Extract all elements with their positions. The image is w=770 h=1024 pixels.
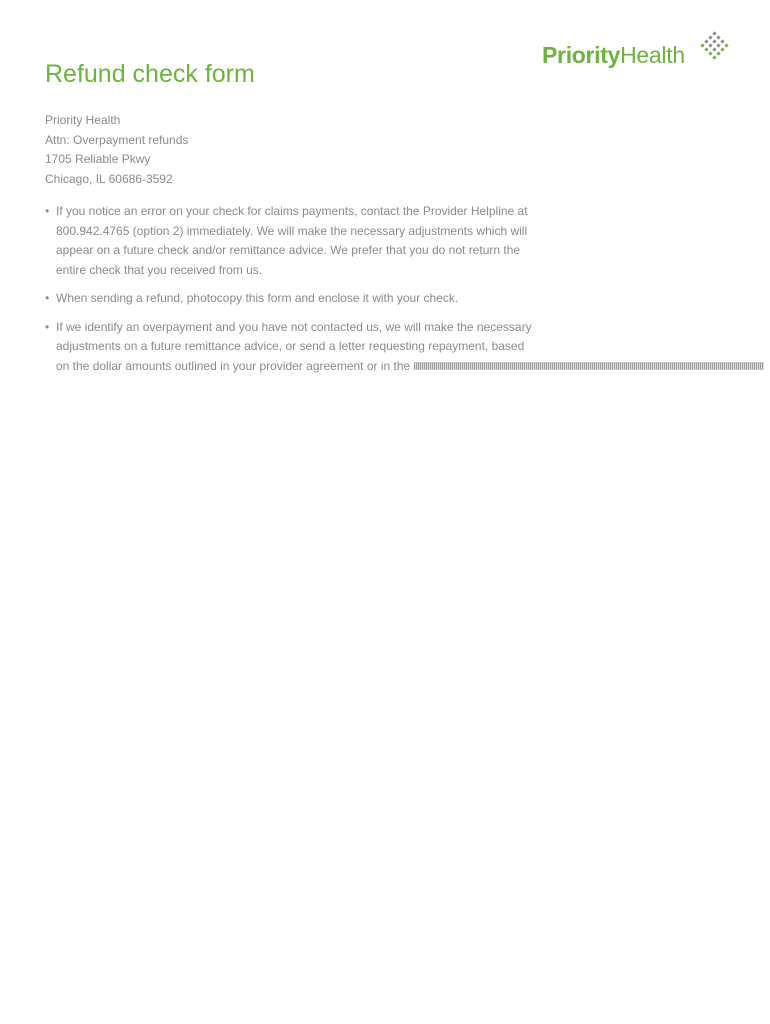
address-line-street: 1705 Reliable Pkwy xyxy=(45,152,151,166)
logo-wordmark-bold: Priority xyxy=(542,42,621,68)
instruction-line: adjustments on a future remittance advice, or send a letter requesting repayment, based xyxy=(56,339,525,353)
page-title: Refund check form xyxy=(45,60,255,88)
instruction-line: If we identify an overpayment and you have not contacted us, we will make the necessary xyxy=(56,319,532,334)
instruction-line: 800.942.4765 (option 2) immediately. We will make the necessary adjustments which will xyxy=(56,223,528,238)
instruction-line: When sending a refund, photocopy this form and enclose it with your check. xyxy=(56,291,459,305)
instruction-item-overpayment xyxy=(45,318,565,377)
instruction-line: entire check that you received from us. xyxy=(56,262,263,277)
logo-wordmark-regular: Health xyxy=(620,42,685,68)
instruction-line: If you notice an error on your check for claims payments, contact the Provider Helpline at xyxy=(56,204,528,218)
instructions-list xyxy=(45,202,565,385)
logo-wordmark xyxy=(542,42,685,69)
instruction-line-truncated xyxy=(56,357,565,377)
instruction-line: appear on a future check and/or remittance advice. We prefer that you do not return the xyxy=(56,243,521,257)
bullet-marker: • xyxy=(45,204,50,218)
instruction-item-photocopy xyxy=(45,289,565,309)
address-line-city: Chicago, IL 60686-3592 xyxy=(45,171,173,186)
address-line-attention: Attn: Overpayment refunds xyxy=(45,132,189,147)
obscured-text-bar xyxy=(414,362,764,370)
bullet-marker: • xyxy=(45,319,50,334)
instruction-item-error-notice xyxy=(45,202,565,280)
diamond-lattice-logo-icon xyxy=(700,30,730,70)
address-line-organization: Priority Health xyxy=(45,113,121,127)
mailing-address xyxy=(45,111,188,189)
priority-health-logo xyxy=(540,30,740,74)
bullet-marker: • xyxy=(45,291,50,305)
instruction-line-text: on the dollar amounts outlined in your provider agreement or in the xyxy=(56,358,411,373)
